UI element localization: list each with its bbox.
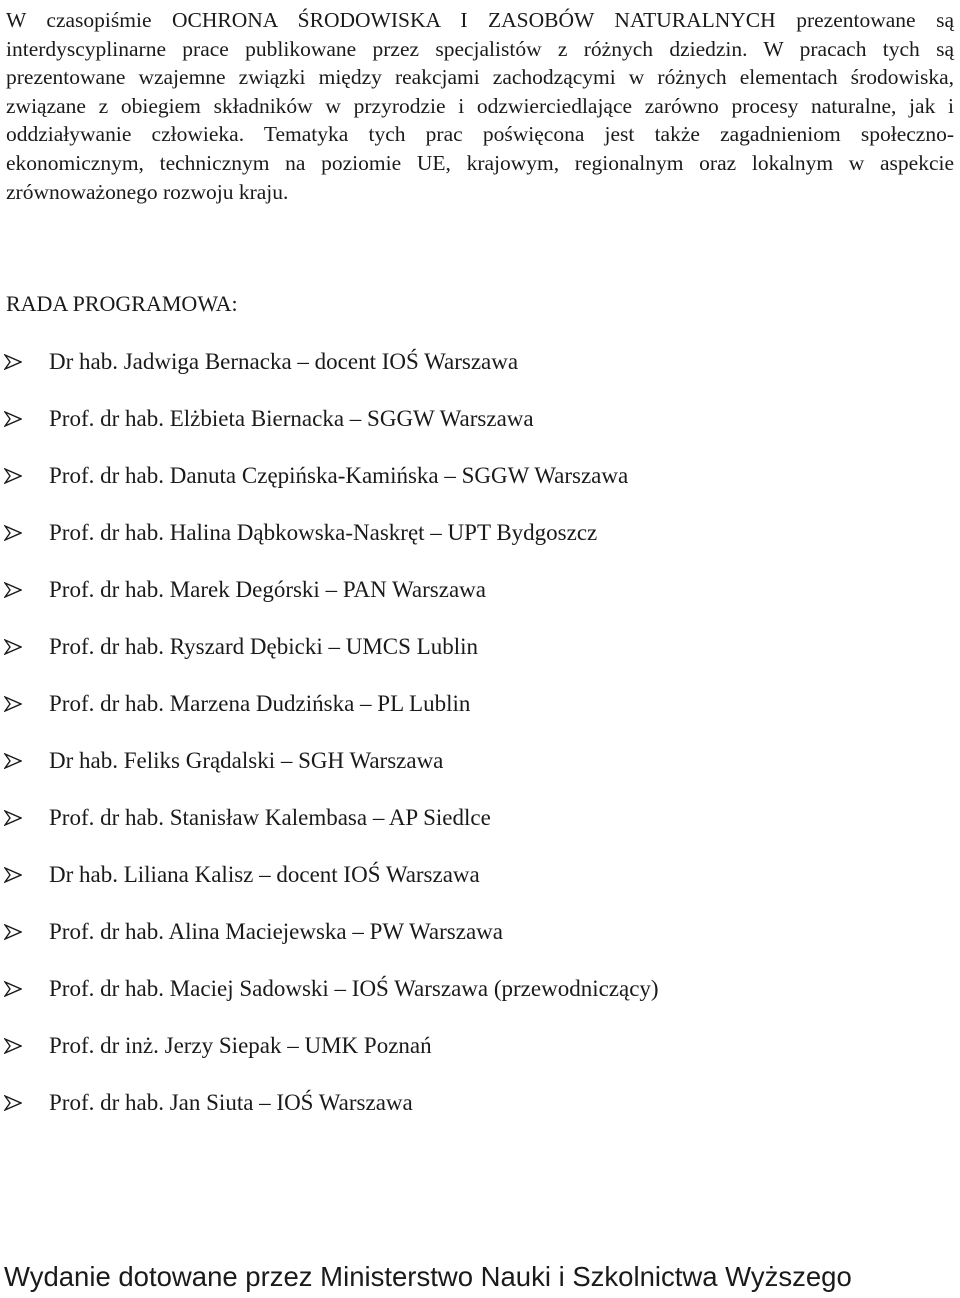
arrowhead-bullet-icon	[4, 639, 22, 655]
arrowhead-bullet-icon	[4, 1038, 22, 1054]
arrowhead-bullet-icon	[4, 525, 22, 541]
arrowhead-bullet-icon	[4, 867, 22, 883]
board-member: Prof. dr hab. Alina Maciejewska – PW Warszawa	[49, 919, 503, 944]
board-member: Prof. dr hab. Jan Siuta – IOŚ Warszawa	[49, 1090, 413, 1115]
board-member: Prof. dr hab. Marzena Dudzińska – PL Lublin	[49, 691, 471, 716]
arrowhead-bullet-icon	[4, 981, 22, 997]
board-member: Prof. dr hab. Elżbieta Biernacka – SGGW Warszawa	[49, 406, 534, 431]
board-member: Prof. dr inż. Jerzy Siepak – UMK Poznań	[49, 1033, 432, 1058]
intro-paragraph: W czasopiśmie OCHRONA ŚRODOWISKA I ZASOBÓW NATURALNYCH prezentowane są interdyscyplinarne prace publikowane przez specjalistów z różnych dziedzin. W pracach tych są prezentowane wzajemne związki między reakcjami zachodzącymi w różnych elementach środowiska, związane z obiegiem składników w przyrodzie i odzwierciedlające zarówno procesy naturalne, jak i oddziaływanie człowieka. Tematyka tych prac poświęcona jest także zagadnieniom społeczno-ekonomicznym, technicznym na poziomie UE, krajowym, regionalnym oraz lokalnym w aspekcie zrównoważonego rozwoju kraju.	[6, 8, 954, 204]
board-member: Prof. dr hab. Marek Degórski – PAN Warszawa	[49, 577, 486, 602]
arrowhead-bullet-icon	[4, 753, 22, 769]
board-member: Prof. dr hab. Ryszard Dębicki – UMCS Lublin	[49, 634, 479, 659]
arrowhead-bullet-icon	[4, 468, 22, 484]
board-member: Prof. dr hab. Danuta Czępińska-Kamińska – SGGW Warszawa	[49, 463, 629, 488]
board-member: Prof. dr hab. Maciej Sadowski – IOŚ Warszawa (przewodniczący)	[49, 976, 659, 1001]
funding-note: Wydanie dotowane przez Ministerstwo Nauki i Szkolnictwa Wyższego	[4, 1261, 852, 1292]
arrowhead-bullet-icon	[4, 582, 22, 598]
board-member: Prof. dr hab. Stanisław Kalembasa – AP Siedlce	[49, 805, 491, 830]
board-member: Prof. dr hab. Halina Dąbkowska-Naskręt – UPT Bydgoszcz	[49, 520, 598, 545]
board-member: Dr hab. Liliana Kalisz – docent IOŚ Warszawa	[49, 862, 480, 887]
board-member: Dr hab. Feliks Grądalski – SGH Warszawa	[49, 748, 444, 773]
arrowhead-bullet-icon	[4, 696, 22, 712]
arrowhead-bullet-icon	[4, 810, 22, 826]
board-member: Dr hab. Jadwiga Bernacka – docent IOŚ Warszawa	[49, 349, 519, 374]
program-board-heading: RADA PROGRAMOWA:	[6, 291, 238, 316]
arrowhead-bullet-icon	[4, 1095, 22, 1111]
arrowhead-bullet-icon	[4, 354, 22, 370]
arrowhead-bullet-icon	[4, 411, 22, 427]
arrowhead-bullet-icon	[4, 924, 22, 940]
